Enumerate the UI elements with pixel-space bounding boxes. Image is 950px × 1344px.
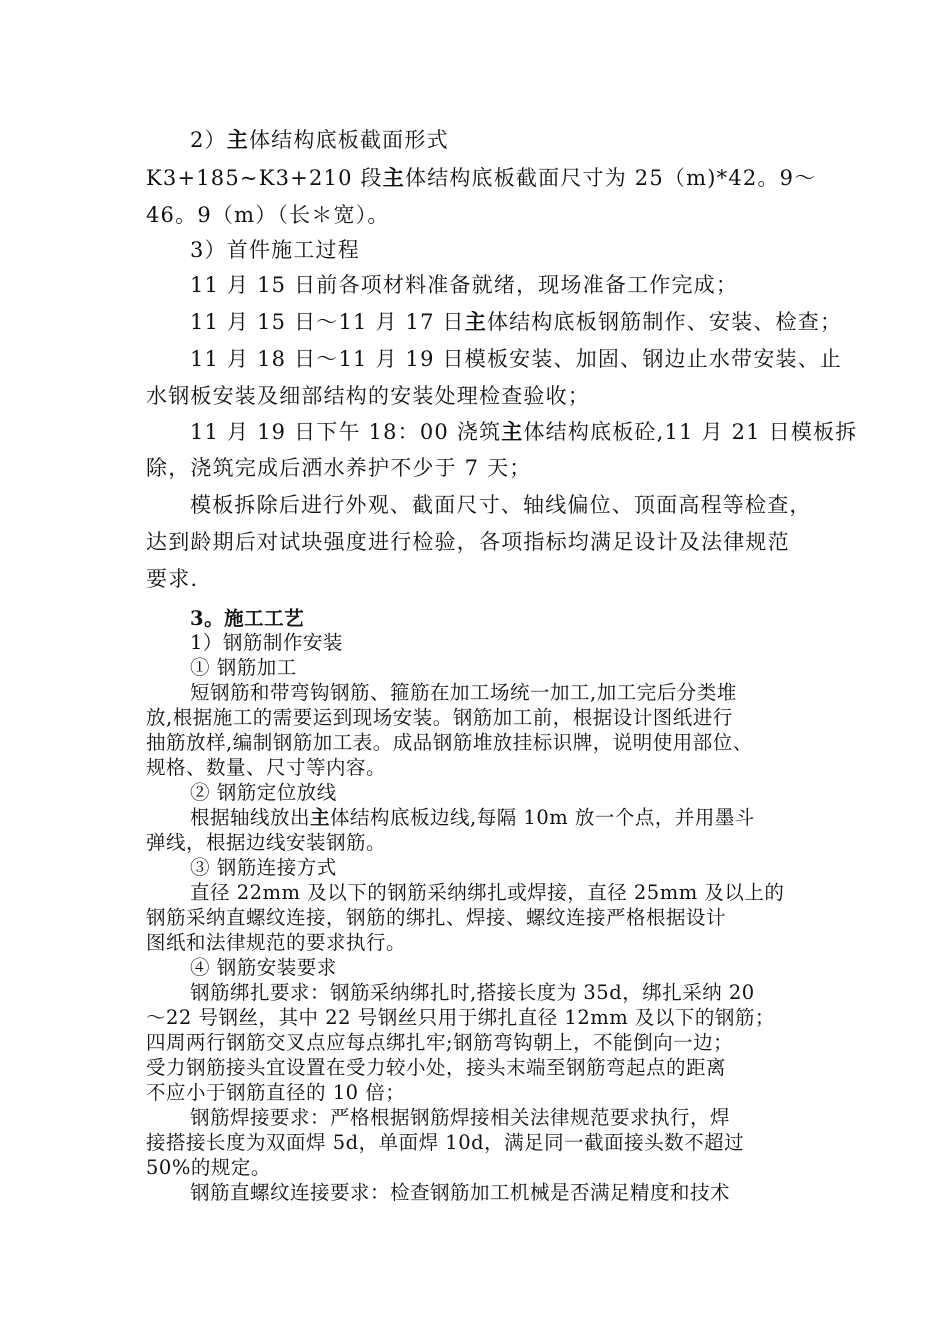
- paragraph-line: 除，浇筑完成后洒水养护不少于 7 天；: [146, 456, 532, 480]
- paragraph-line: 直径 22mm 及以下的钢筋采纳绑扎或焊接，直径 25mm 及以上的: [190, 881, 785, 904]
- paragraph-line: 11 月 15 日～11 月 17 日主体结构底板钢筋制作、安装、检查；: [190, 309, 843, 334]
- subsection-heading-2: 2）主体结构底板截面形式: [190, 127, 449, 152]
- paragraph-line: 抽筋放样,编制钢筋加工表。成品钢筋堆放挂标识牌，说明使用部位、: [146, 731, 753, 754]
- paragraph-line: 受力钢筋接头宜设置在受力较小处，接头末端至钢筋弯起点的距离: [146, 1056, 727, 1079]
- paragraph-line: 钢筋焊接要求：严格根据钢筋焊接相关法律规范要求执行，焊: [190, 1106, 731, 1129]
- subsection-heading: 1）钢筋制作安装: [190, 631, 343, 654]
- item-heading: ① 钢筋加工: [190, 656, 297, 679]
- paragraph-line: 11 月 19 日下午 18：00 浇筑主体结构底板砼,11 月 21 日模板拆: [190, 419, 858, 444]
- subsection-heading-3: 3）首件施工过程: [190, 238, 360, 262]
- paragraph-line: 达到龄期后对试块强度进行检验，各项指标均满足设计及法律规范: [146, 530, 790, 554]
- paragraph-line: 11 月 15 日前各项材料准备就绪，现场准备工作完成；: [190, 273, 739, 297]
- paragraph-line: 要求.: [146, 567, 199, 591]
- paragraph-line: 钢筋绑扎要求：钢筋采纳绑扎时,搭接长度为 35d，绑扎采纳 20: [190, 981, 755, 1004]
- item-heading: ③ 钢筋连接方式: [190, 856, 337, 879]
- paragraph-line: 短钢筋和带弯钩钢筋、箍筋在加工场统一加工,加工完后分类堆: [190, 681, 737, 704]
- paragraph-line: 根据轴线放出主体结构底板边线,每隔 10m 放一个点，并用墨斗: [190, 806, 755, 829]
- paragraph-line: 弹线，根据边线安装钢筋。: [146, 831, 387, 854]
- paragraph-line: 四周两行钢筋交叉点应每点绑扎牢;钢筋弯钩朝上，不能倒向一边；: [146, 1031, 734, 1054]
- paragraph-line: 规格、数量、尺寸等内容。: [146, 756, 387, 779]
- paragraph-line: 接搭接长度为双面焊 5d，单面焊 10d，满足同一截面接头数不超过: [146, 1131, 745, 1154]
- paragraph-line: ～22 号钢丝，其中 22 号钢丝只用于绑扎直径 12mm 及以下的钢筋；: [146, 1006, 775, 1029]
- paragraph-line: 11 月 18 日～11 月 19 日模板安装、加固、钢边止水带安装、止: [190, 347, 843, 371]
- paragraph-line: K3+185~K3+210 段主体结构底板截面尺寸为 25（m)*42。9～: [146, 165, 817, 190]
- item-heading: ④ 钢筋安装要求: [190, 956, 337, 979]
- paragraph-line: 图纸和法律规范的要求执行。: [146, 931, 407, 954]
- paragraph-line: 水钢板安装及细部结构的安装处理检查验收；: [146, 384, 590, 408]
- paragraph-line: 钢筋直螺纹连接要求：检查钢筋加工机械是否满足精度和技术: [190, 1181, 731, 1204]
- section-heading-3: 3。施工工艺: [190, 607, 305, 630]
- paragraph-line: 放,根据施工的需要运到现场安装。钢筋加工前，根据设计图纸进行: [146, 706, 733, 729]
- paragraph-line: 50%的规定。: [146, 1156, 271, 1179]
- paragraph-line: 钢筋采纳直螺纹连接，钢筋的绑扎、焊接、螺纹连接严格根据设计: [146, 906, 727, 929]
- paragraph-line: 不应小于钢筋直径的 10 倍；: [146, 1081, 406, 1104]
- item-heading: ② 钢筋定位放线: [190, 781, 337, 804]
- paragraph-line: 模板拆除后进行外观、截面尺寸、轴线偏位、顶面高程等检查，: [190, 493, 812, 517]
- paragraph-line: 46。9（m）（长＊宽）。: [146, 203, 390, 227]
